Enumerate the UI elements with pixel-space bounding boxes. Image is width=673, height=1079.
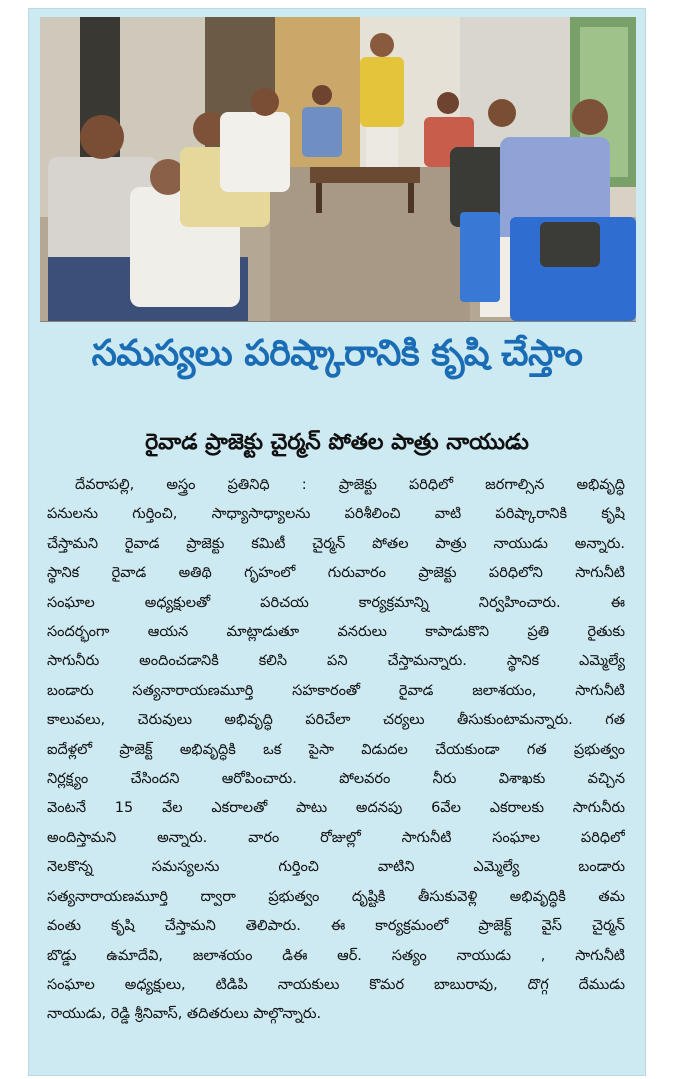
body-line: ఐదేళ్లలో ప్రాజెక్ట్ అభివృద్ధికి ఒక పైసా విడుదల చేయకుండా గత ప్రభుత్వం [47, 741, 625, 758]
body-line: నిర్లక్ష్యం చేసిందని ఆరోపించారు. పోలవరం నీరు విశాఖకు వచ్చిన [47, 771, 625, 788]
body-line: దేవరాపల్లి, అస్త్రం ప్రతినిధి : ప్రాజెక్టు పరిధిలో జరగాల్సిన అభివృద్ధి [75, 477, 625, 493]
subheadline: రైవాడ ప్రాజెక్టు చైర్మన్ పోతల పాత్రు నాయుడు [145, 430, 529, 455]
body-line: సత్యనారాయణమూర్తి ద్వారా ప్రభుత్వం దృష్టికి తీసుకువెళ్లి అభివృద్ధికి తమ [47, 888, 625, 905]
body-line: స్థానిక రైవాడ అతిథి గృహంలో గురువారం ప్రాజెక్టు పరిధిలోని సాగునీటి [47, 565, 625, 582]
headline: సమస్యలు పరిష్కారానికి కృషి చేస్తాం [91, 333, 583, 374]
body-line: నెలకొన్న సమస్యలను గుర్తించి వాటిని ఎమ్మెల్యే బండారు [47, 859, 625, 876]
body-line: వంతు కృషి చేస్తామని తెలిపారు. ఈ కార్యక్రమంలో ప్రాజెక్ట్ వైస్ చైర్మన్ [47, 918, 625, 935]
body-line: బొడ్డు ఉమాదేవి, జలాశయం డిఈ ఆర్. సత్యం నాయుడు , సాగునీటి [47, 947, 625, 964]
meeting-photo [40, 17, 636, 322]
article-body [47, 471, 625, 1030]
body-line: వెంటనే 15 వేల ఎకరాలతో పాటు అదనపు 6వేల ఎకరాలకు సాగునీరు [47, 800, 625, 817]
body-line: చేస్తామని రైవాడ ప్రాజెక్టు కమిటీ చైర్మన్ పోతల పాత్రు నాయుడు అన్నారు. [47, 535, 625, 552]
body-line: కాలువలు, చెరువులు అభివృద్ధి పరిచేలా చర్యలు తీసుకుంటామన్నారు. గత [47, 712, 625, 729]
body-line: సంఘాల అధ్యక్షులతో పరిచయ కార్యక్రమాన్ని నిర్వహించారు. ఈ [47, 594, 625, 611]
body-line: సంఘాల అధ్యక్షులు, టిడిపి నాయకులు కొమర బాబురావు, దొగ్గ దేముడు [47, 976, 625, 993]
body-line: బండారు సత్యనారాయణమూర్తి సహకారంతో రైవాడ జలాశయం, సాగునీటి [47, 682, 625, 699]
body-line: సందర్భంగా ఆయన మాట్లాడుతూ వనరులు కాపాడుకొని ప్రతి రైతుకు [47, 624, 625, 641]
body-line: సాగునీరు అందించడానికి కలిసి పని చేస్తామన్నారు. స్థానిక ఎమ్మెల్యే [47, 653, 625, 670]
news-clipping [28, 8, 646, 1076]
body-line: నాయుడు, రెడ్డి శ్రీనివాస్, తదితరులు పాల్గొన్నారు. [47, 1006, 322, 1023]
body-line: అందిస్తామని అన్నారు. వారం రోజుల్లో సాగునీటి సంఘాల పరిధిలో [47, 829, 625, 846]
body-line: పనులను గుర్తించి, సాధ్యాసాధ్యాలను పరిశీలించి వాటి పరిష్కారానికి కృషి [47, 506, 625, 523]
meeting-photo-illustration [40, 17, 636, 321]
